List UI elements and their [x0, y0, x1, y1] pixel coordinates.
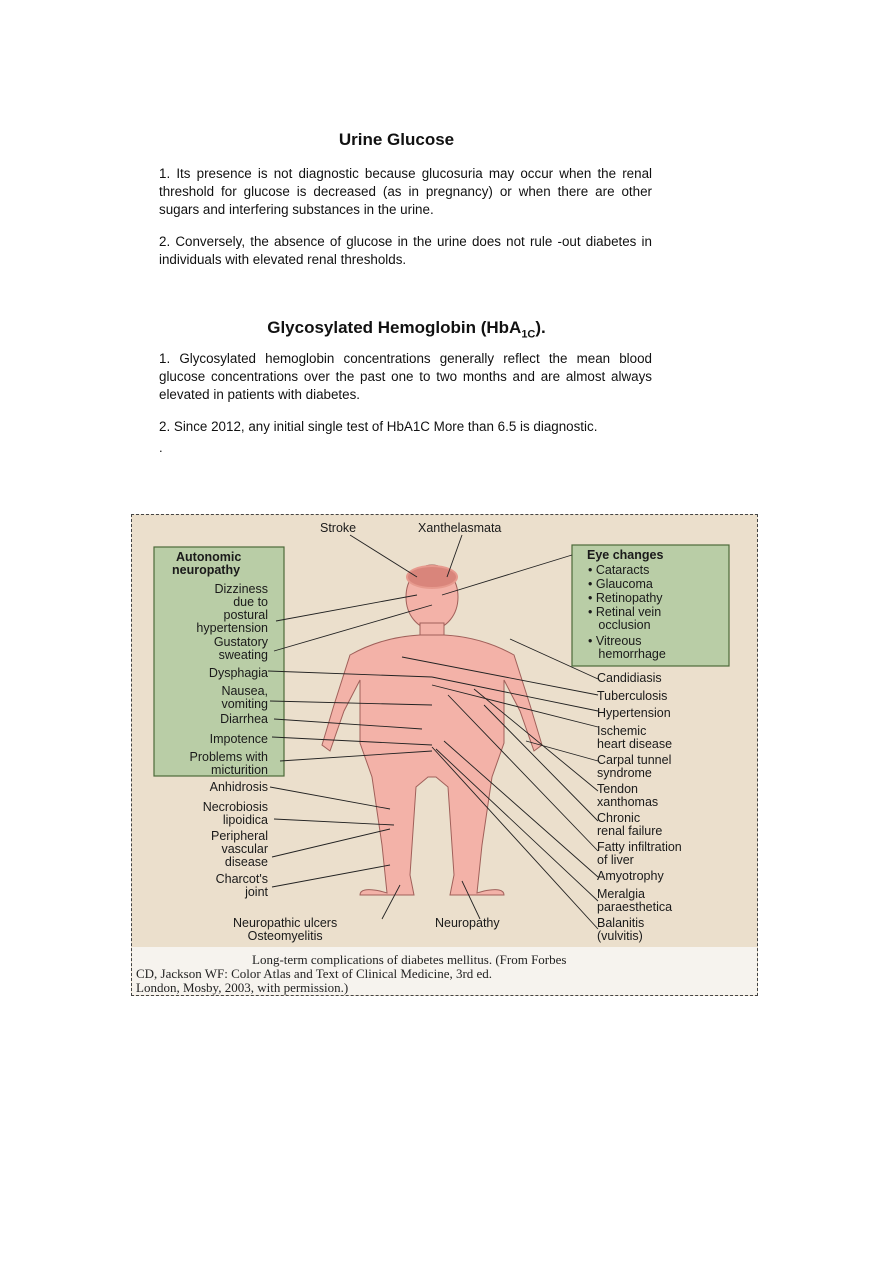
figure-caption [136, 953, 748, 995]
stroke-label: Stroke [320, 521, 357, 535]
tendon-label: Tendon xanthomas [597, 782, 659, 809]
micturition-label: Problems with micturition [189, 750, 268, 777]
anhidrosis-label: Anhidrosis [209, 780, 268, 794]
neuropathy-label: Neuropathy [435, 916, 500, 930]
urine-glucose-heading: Urine Glucose [338, 130, 455, 149]
xanthelasmata-label: Xanthelasmata [418, 521, 502, 535]
tuberculosis-label: Tuberculosis [597, 689, 668, 703]
impotence-label: Impotence [209, 732, 268, 746]
fatty-liver-label: Fatty infiltration of liver [597, 840, 682, 867]
candidiasis-label: Candidiasis [597, 671, 662, 685]
diabetes-complications-figure [131, 514, 758, 996]
balanitis-label: Balanitis (vulvitis) [597, 916, 645, 943]
nausea-label: Nausea, vomiting [221, 684, 268, 711]
urine-glucose-point-1: 1. Its presence is not diagnostic because glucosuria may occur when the renal threshold for glucose is decreased (as in pregnancy) or when there are other sugars and interfering substances in the urine. [159, 166, 652, 217]
gustatory-label: Gustatory sweating [213, 635, 268, 662]
caption-line-2: CD, Jackson WF: Color Atlas and Text of Clinical Medicine, 3rd ed. [136, 966, 493, 981]
eye-item-retinopathy: • Retinopathy [588, 591, 663, 605]
hba1c-heading-sub: 1C [521, 328, 536, 341]
carpal-tunnel-label: Carpal tunnel syndrome [597, 753, 672, 780]
hba1c-heading-main: Glycosylated Hemoglobin (HbA [267, 318, 522, 337]
amyotrophy-label: Amyotrophy [597, 869, 664, 883]
caption-line-3: London, Mosby, 2003, with permission.) [136, 980, 349, 995]
eye-item-retinal-vein: • Retinal vein occlusion [588, 605, 662, 632]
ischemic-label: Ischemic heart disease [597, 724, 673, 751]
trailing-dot: . [159, 440, 163, 455]
hba1c-heading [0, 318, 813, 340]
hba1c-point-2: 2. Since 2012, any initial single test of HbA1C More than 6.5 is diagnostic. [159, 419, 598, 434]
caption-line-1: Long-term complications of diabetes mellitus. (From Forbes [252, 952, 567, 967]
hypertension-label: Hypertension [597, 706, 671, 720]
necrobiosis-label: Necrobiosis lipoidica [202, 800, 268, 827]
diarrhea-label: Diarrhea [220, 712, 268, 726]
hba1c-heading-end: ). [535, 318, 546, 337]
neuropathic-ulcers-label: Neuropathic ulcers Osteomyelitis [233, 916, 338, 943]
eye-changes-title: Eye changes [587, 548, 664, 562]
dizziness-label: Dizziness due to postural hypertension [196, 582, 268, 635]
peripheral-vascular-label: Peripheral vascular disease [211, 829, 268, 869]
renal-failure-label: Chronic renal failure [597, 811, 663, 838]
autonomic-title-2: neuropathy [172, 563, 241, 577]
autonomic-title-1: Autonomic [176, 550, 242, 564]
charcot-label: Charcot's joint [215, 872, 268, 899]
eye-item-glaucoma: • Glaucoma [588, 577, 653, 591]
eye-item-cataracts: • Cataracts [588, 563, 650, 577]
urine-glucose-point-2: 2. Conversely, the absence of glucose in the urine does not rule -out diabetes in individuals with elevated renal thresholds. [159, 234, 652, 267]
hba1c-point-1: 1. Glycosylated hemoglobin concentrations generally reflect the mean blood glucose concentrations over the past one to two months and are almost always elevated in patients with diabetes. [159, 351, 652, 402]
eye-item-vitreous: • Vitreous hemorrhage [588, 634, 666, 661]
meralgia-label: Meralgia paraesthetica [597, 887, 673, 914]
dysphagia-label: Dysphagia [208, 666, 268, 680]
